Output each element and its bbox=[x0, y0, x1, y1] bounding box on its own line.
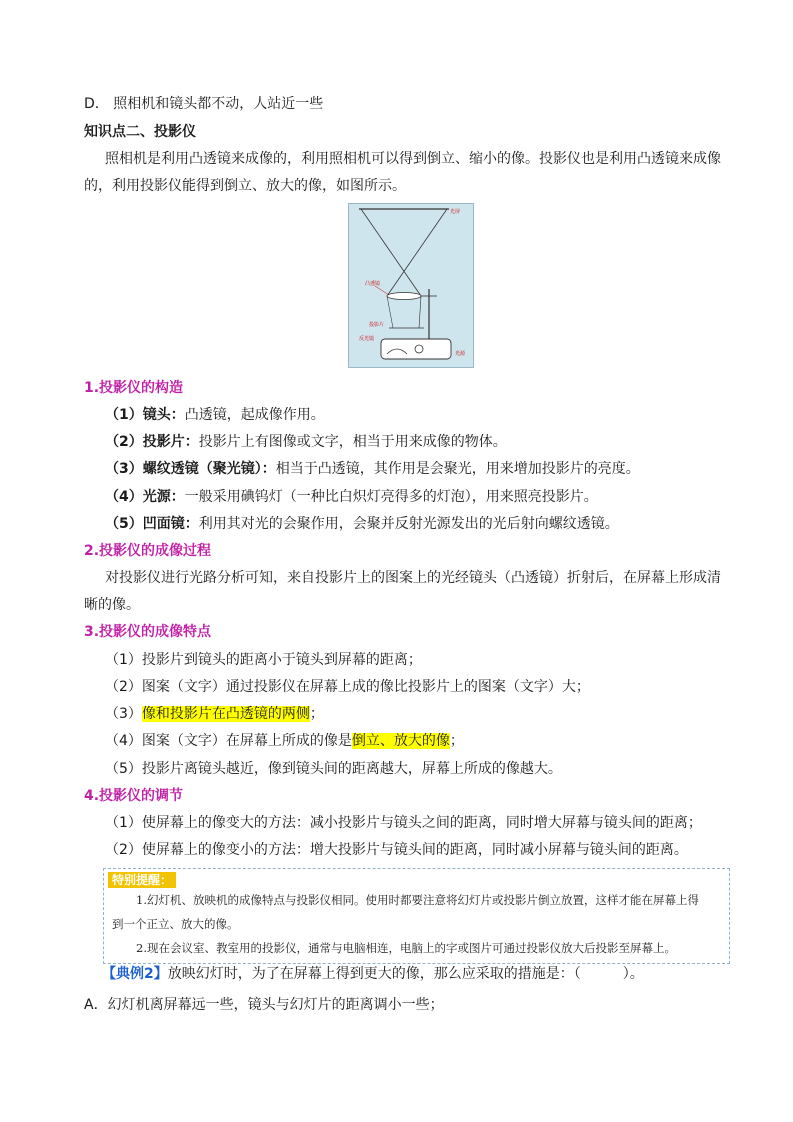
structure-item-2 bbox=[105, 432, 507, 452]
item-pre: （4）图案（文字）在屏幕上所成的像是 bbox=[105, 733, 352, 749]
tip-tag: 特别提醒： bbox=[108, 872, 176, 888]
structure-title: 1.投影仪的构造 bbox=[84, 380, 184, 396]
label-slide: 投影片 bbox=[369, 322, 385, 328]
item-num: （5） bbox=[105, 516, 143, 532]
option-d: D． 照相机和镜头都不动，人站近一些 bbox=[84, 96, 324, 112]
example-question bbox=[102, 964, 644, 984]
structure-item-4 bbox=[105, 487, 598, 507]
tip-box bbox=[103, 868, 730, 964]
features-title: 3.投影仪的成像特点 bbox=[84, 624, 212, 640]
item-end: ； bbox=[309, 706, 324, 722]
highlight-text: 倒立、放大的像 bbox=[351, 733, 450, 749]
intro-line-2: 的，利用投影仪能得到倒立、放大的像，如图所示。 bbox=[84, 178, 406, 194]
features-item-2: （2）图案（文字）通过投影仪在屏幕上成的像比投影片上的图案（文字）大； bbox=[105, 679, 590, 695]
light-ray-right bbox=[387, 209, 447, 296]
label-screen: 光屏 bbox=[450, 209, 461, 215]
adjust-title: 4.投影仪的调节 bbox=[84, 788, 184, 804]
label-light-source: 光源 bbox=[455, 351, 466, 357]
adjust-item-1: （1）使屏幕上的像变大的方法：减小投影片与镜头之间的距离，同时增大屏幕与镜头间的距离； bbox=[105, 815, 702, 831]
item-text: 一般采用碘钨灯（一种比白炽灯亮得多的灯泡），用来照亮投影片。 bbox=[184, 489, 598, 505]
lens-shape bbox=[387, 293, 421, 300]
item-text: 凸透镜，起成像作用。 bbox=[184, 407, 325, 423]
process-title: 2.投影仪的成像过程 bbox=[84, 543, 212, 559]
process-line-2: 晰的像。 bbox=[84, 597, 140, 613]
item-text: 投影片上有图像或文字，相当于用来成像的物体。 bbox=[198, 434, 507, 450]
item-end: ； bbox=[449, 733, 464, 749]
item-num: （3） bbox=[105, 461, 143, 477]
label-lens-leader bbox=[375, 286, 389, 295]
adjust-item-2: （2）使屏幕上的像变小的方法：增大投影片与镜头间的距离，同时减小屏幕与镜头间的距离。 bbox=[105, 842, 688, 858]
process-line-1: 对投影仪进行光路分析可知，来自投影片上的图案上的光经镜头（凸透镜）折射后，在屏幕上形成清 bbox=[105, 570, 721, 586]
question-text: 放映幻灯时，为了在屏幕上得到更大的像，那么应采取的措施是：（ ）。 bbox=[167, 966, 644, 982]
item-num: （2） bbox=[105, 434, 143, 450]
projector-diagram bbox=[348, 203, 474, 368]
item-term: 光源： bbox=[142, 489, 185, 505]
features-item-1: （1）投影片到镜头的距离小于镜头到屏幕的距离； bbox=[105, 652, 422, 668]
features-item-3 bbox=[105, 704, 324, 724]
tip-line-2: 到一个正立、放大的像。 bbox=[112, 917, 239, 931]
tip-line-1: 1.幻灯机、放映机的成像特点与投影仪相同。使用时都要注意将幻灯片或投影片倒立放置，这样才能在屏幕上得 bbox=[136, 893, 699, 907]
structure-item-3 bbox=[105, 459, 640, 479]
intro-line-1: 照相机是利用凸透镜来成像的，利用照相机可以得到倒立、缩小的像。投影仪也是利用凸透镜来成像 bbox=[105, 151, 721, 167]
item-num: （3） bbox=[105, 706, 142, 722]
features-item-5: （5）投影片离镜头越近，像到镜头间的距离越大，屏幕上所成的像越大。 bbox=[105, 761, 562, 777]
item-num: （1） bbox=[105, 407, 143, 423]
example-tag: 【典例2】 bbox=[102, 966, 168, 982]
item-term: 镜头： bbox=[142, 407, 185, 423]
features-item-4 bbox=[105, 731, 464, 751]
label-mirror: 反光镜 bbox=[359, 336, 375, 342]
item-term: 凹面镜： bbox=[142, 516, 199, 532]
highlight-text: 像和投影片在凸透镜的两侧 bbox=[141, 706, 310, 722]
tip-line-3: 2.现在会议室、教室用的投影仪，通常与电脑相连，电脑上的字或图片可通过投影仪放大后投影至屏幕上。 bbox=[136, 941, 676, 955]
option-a: A．幻灯机离屏幕远一些，镜头与幻灯片的距离调小一些； bbox=[84, 997, 444, 1013]
item-text: 利用其对光的会聚作用，会聚并反射光源发出的光后射向螺纹透镜。 bbox=[198, 516, 619, 532]
ray-to-slide-right bbox=[419, 296, 421, 328]
structure-item-1 bbox=[105, 405, 325, 425]
ray-to-slide-left bbox=[387, 296, 393, 328]
projector-body bbox=[381, 339, 451, 359]
item-num: （4） bbox=[105, 489, 143, 505]
item-text: 相当于凸透镜，其作用是会聚光，用来增加投影片的亮度。 bbox=[275, 461, 640, 477]
section-title: 知识点二、投影仪 bbox=[84, 124, 196, 140]
label-lens: 凸透镜 bbox=[365, 281, 381, 287]
structure-item-5 bbox=[105, 514, 619, 534]
projector-diagram-svg bbox=[349, 204, 473, 367]
item-term: 投影片： bbox=[142, 434, 199, 450]
item-term: 螺纹透镜（聚光镜）： bbox=[142, 461, 276, 477]
